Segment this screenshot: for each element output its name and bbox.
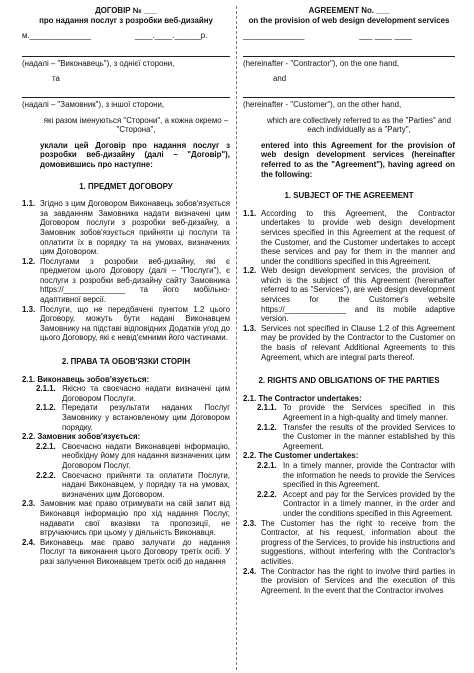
en-and: and xyxy=(273,74,287,84)
uk-clause-2-2: 2.2. Замовник зобов'язується: xyxy=(22,432,141,442)
clause-number: 1.3. xyxy=(243,323,257,333)
en-section-1-title: 1. SUBJECT OF THE AGREEMENT xyxy=(284,191,414,201)
uk-clause-2-1: 2.1. Виконавець зобов'язується: xyxy=(22,374,150,384)
clause-text: Послугами з розробки веб-дизайну, які є предметом цього Договору (далі – "Послуги"), є послуги з розробки веб-дизайну сайту Замовника https://______________ та його мобільно-адаптивної версії. xyxy=(40,256,230,305)
clause-number: 1.2. xyxy=(22,256,36,266)
uk-clause-2-1-1 xyxy=(22,384,230,403)
clause-number: 2.2.2. xyxy=(257,489,277,499)
clause-text: The Contractor has the right to involve third parties in the provision of Services and the execution of this Agreement. In the event that the Contractor involves xyxy=(261,566,455,595)
uk-executor-line xyxy=(22,47,230,57)
clause-number: 1.3. xyxy=(22,304,36,314)
uk-city-date: м.______________ ____.____.______р. xyxy=(22,31,208,41)
clause-text: Services not specified in Clause 1.2 of this Agreement may be provided by the Contractor to the Customer on the basis of relevant Additional Agreements to this Agreement, which are integral parts thereof. xyxy=(261,323,455,362)
en-clause-2-2-2 xyxy=(243,490,455,519)
clause-text: Своєчасно прийняти та оплатити Послуги, надані Виконавцем, у порядку та на умовах, визначених цим Договором. xyxy=(62,470,230,499)
uk-preamble: уклали цей Договір про надання послуг з розробки веб-дизайну (далі – "Договір"), домовившись про наступне: xyxy=(40,140,230,169)
clause-text: Замовник має право отримувати на свій запит від Виконавця інформацію про хід надання Послуг, надавати свої вказівки та пропозиції, не втручаючись при цьому у діяльність Виконавця. xyxy=(40,499,230,538)
clause-text: Web design development services, the provision of which is the subject of this Agreement (hereinafter referred to as "Services"), are web design development services for the Customer's website https://______________ and its mobile adaptive version. xyxy=(261,266,455,324)
en-section-2-title: 2. RIGHTS AND OBLIGATIONS OF THE PARTIES xyxy=(258,376,440,386)
clause-text: Якісно та своєчасно надати визначені цим Договором Послуги. xyxy=(62,384,230,403)
clause-number: 1.1. xyxy=(243,208,257,218)
uk-customer-note: (надалі – "Замовник"), з іншої сторони, xyxy=(22,99,165,109)
clause-text: Послуги, що не передбачені пунктом 1.2 цього Договору, можуть бути надані Виконавцем Замовнику на підставі відповідних Додатків угод до цього Договору, які є невід'ємними його частинами. xyxy=(40,304,230,343)
en-clause-1-2 xyxy=(243,266,455,324)
clause-text: The Customer has the right to receive from the Contractor, at his request, information about the progress of the Services, to provide his instructions and suggestions, without interfering with the Contractor's activities. xyxy=(261,518,455,566)
uk-clause-2-1-2 xyxy=(22,403,230,432)
ukrainian-column xyxy=(22,6,230,670)
clause-number: 2.2.1. xyxy=(257,460,277,470)
clause-number: 2.1.2. xyxy=(36,403,56,413)
en-clause-2-1: 2.1. The Contractor undertakes: xyxy=(243,393,362,403)
uk-section-2-title: 2. ПРАВА ТА ОБОВ'ЯЗКИ СТОРІН xyxy=(61,357,191,367)
uk-clause-1-2 xyxy=(22,257,230,305)
clause-number: 2.3. xyxy=(22,499,36,509)
en-preamble: entered into this Agreement for the provision of web design development services (hereinafter referred to as the "Agreement"), having agreed on the following: xyxy=(261,140,455,179)
en-clause-2-4 xyxy=(243,567,455,596)
uk-executor-note: (надалі – "Виконавець"), з однієї сторони, xyxy=(22,58,175,68)
clause-text: According to this Agreement, the Contractor undertakes to provide web design development services specified in this Agreement at the request of the Customer, and the Customer undertakes to accept these services and pay for them in the manner and under the conditions specified in this Agreement. xyxy=(261,208,455,266)
clause-number: 2.2.2. xyxy=(36,470,56,480)
uk-customer-line xyxy=(22,88,230,98)
clause-number: 2.1.2. xyxy=(257,422,277,432)
clause-text: Виконавець має право залучати до надання Послуг та виконання цього Договору третіх осіб. У разі залучення Виконавцем третіх осіб до надання xyxy=(40,537,230,566)
clause-number: 2.2.1. xyxy=(36,441,56,451)
en-clause-2-2-1 xyxy=(243,461,455,490)
clause-number: 2.4. xyxy=(22,537,36,547)
clause-text: To provide the Services specified in this Agreement in a high-quality and timely manner. xyxy=(283,403,455,422)
en-customer-note: (hereinafter - "Customer"), on the other hand, xyxy=(243,99,402,109)
clause-number: 2.3. xyxy=(243,518,257,528)
english-column xyxy=(243,6,455,670)
en-city-date: ______________ ___ ____ ____ xyxy=(243,31,412,41)
clause-text: Accept and pay for the Services provided by the Contractor in a timely manner, in the order and under the conditions specified in this Agreement. xyxy=(283,489,455,518)
clause-number: 2.4. xyxy=(243,566,257,576)
clause-number: 1.2. xyxy=(243,266,257,276)
en-title: AGREEMENT No. ___ xyxy=(308,6,390,15)
clause-text: In a timely manner, provide the Contractor with the information he needs to provide the Services specified in this Agreement. xyxy=(283,460,455,490)
uk-clause-1-3 xyxy=(22,305,230,343)
uk-clause-2-3 xyxy=(22,499,230,537)
uk-clause-1-1 xyxy=(22,199,230,257)
uk-title: ДОГОВІР № ___ xyxy=(95,6,157,15)
clause-text: Своєчасно надати Виконавцеві інформацію, необхідну йому для надання визначених цим Договором Послуг. xyxy=(62,441,230,470)
en-clause-2-1-1 xyxy=(243,403,455,422)
uk-and: та xyxy=(52,74,60,84)
en-clause-1-3 xyxy=(243,324,455,362)
uk-section-1-title: 1. ПРЕДМЕТ ДОГОВОРУ xyxy=(79,181,173,191)
uk-clause-2-2-1 xyxy=(22,442,230,471)
en-parties-note: which are collectively referred to as the "Parties" and each individually as a "Party", xyxy=(266,115,452,135)
en-clause-2-3 xyxy=(243,519,455,567)
column-divider xyxy=(236,6,237,670)
en-contractor-note: (hereinafter - "Contractor"), on the one hand, xyxy=(243,58,400,68)
clause-text: Transfer the results of the provided Services to the Customer in the manner established by this Agreement. xyxy=(283,422,455,451)
en-contractor-line xyxy=(243,47,455,57)
clause-number: 2.1.1. xyxy=(36,384,56,394)
clause-number: 2.1.1. xyxy=(257,403,277,413)
en-clause-2-1-2 xyxy=(243,423,455,452)
uk-subtitle: про надання послуг з розробки веб-дизайну xyxy=(39,15,213,25)
en-clause-2-2: 2.2. The Customer undertakes: xyxy=(243,451,359,461)
en-subtitle: on the provision of web design development services xyxy=(248,15,450,25)
uk-parties-note: які разом іменуються "Сторони", а кожна окремо – "Сторона", xyxy=(43,115,229,135)
clause-text: Передати результати наданих Послуг Замовнику у встановленому цим Договором порядку. xyxy=(62,403,230,432)
uk-clause-2-4 xyxy=(22,538,230,567)
clause-number: 1.1. xyxy=(22,199,36,209)
uk-clause-2-2-2 xyxy=(22,471,230,500)
clause-text: Згідно з цим Договором Виконавець зобов'язується за завданням Замовника надати визначені цим Договором послуги з розробки веб-дизайну, а Замовник зобов'язується прийняти ці послуги та оплатити їх в порядку та на умовах, визначених цим Договором. xyxy=(40,199,230,257)
en-customer-line xyxy=(243,88,455,98)
en-clause-1-1 xyxy=(243,209,455,267)
